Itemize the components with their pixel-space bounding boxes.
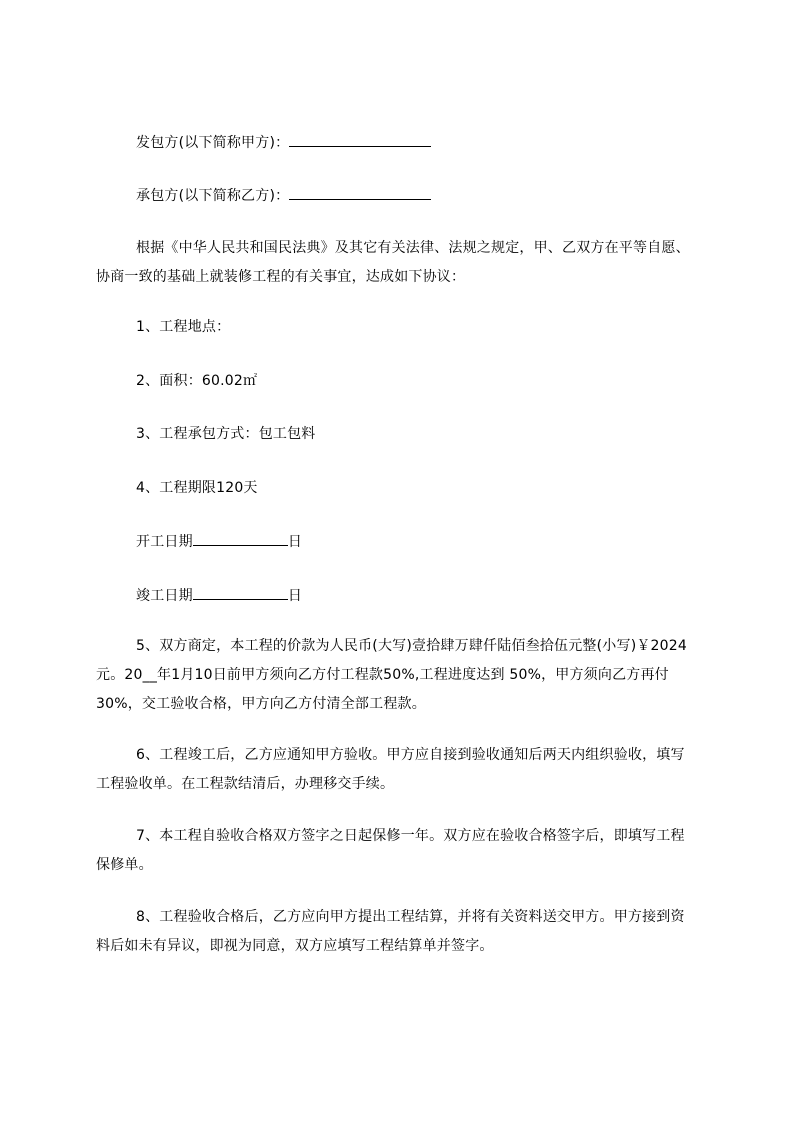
item-1-site: 1、工程地点：: [136, 319, 231, 335]
start-date-blank: [193, 531, 288, 546]
item-6-acceptance: 6、工程竣工后，乙方应通知甲方验收。甲方应自接到验收通知后两天内组织验收，填写工程验收单。在工程款结清后，办理移交手续。: [96, 747, 685, 792]
party-a-label: 发包方(以下简称甲方)：: [136, 135, 290, 151]
party-a-line: [136, 132, 431, 152]
party-b-line: [136, 185, 431, 205]
item-5-payment: 5、双方商定，本工程的价款为人民币(大写)壹拾肆万肆仟陆佰叁拾伍元整(小写)￥2024元。20__年1月10日前甲方须向乙方付工程款50%,工程进度达到 50%，甲方须向乙方再付30%，交工验收合格，甲方向乙方付清全部工程款。: [96, 638, 687, 712]
item-4-period: 4、工程期限120天: [136, 480, 258, 496]
intro-paragraph: 根据《中华人民共和国民法典》及其它有关法律、法规之规定，甲、乙双方在平等自愿、协商一致的基础上就装修工程的有关事宜，达成如下协议：: [96, 240, 690, 285]
start-date-label: 开工日期: [136, 534, 193, 550]
party-b-blank: [289, 185, 431, 200]
item-3-method: 3、工程承包方式：包工包料: [136, 426, 316, 442]
end-date-blank: [193, 585, 288, 600]
item-2-area: 2、面积：60.02㎡: [136, 373, 258, 389]
start-date-line: [136, 531, 302, 551]
item-8-settlement: 8、工程验收合格后，乙方应向甲方提出工程结算，并将有关资料送交甲方。甲方接到资料后如未有异议，即视为同意，双方应填写工程结算单并签字。: [96, 909, 685, 954]
party-a-blank: [289, 132, 431, 147]
end-date-line: [136, 585, 302, 605]
item-7-warranty: 7、本工程自验收合格双方签字之日起保修一年。双方应在验收合格签字后，即填写工程保修单。: [96, 828, 685, 873]
start-date-suffix: 日: [287, 534, 303, 550]
party-b-label: 承包方(以下简称乙方)：: [136, 188, 290, 204]
end-date-suffix: 日: [287, 588, 303, 604]
end-date-label: 竣工日期: [136, 588, 193, 604]
